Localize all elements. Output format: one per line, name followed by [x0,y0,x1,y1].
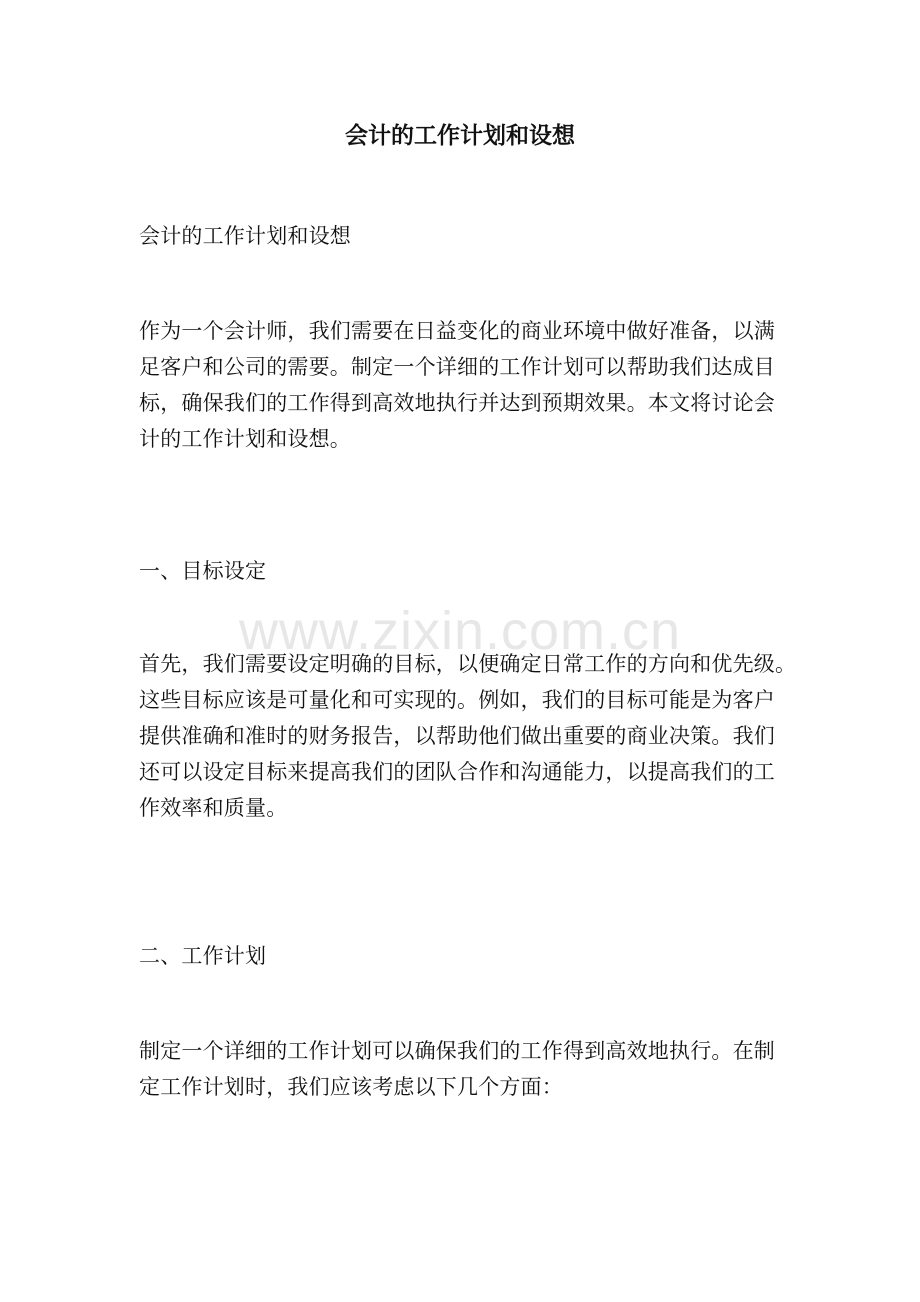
paragraph-line: 还可以设定目标来提高我们的团队合作和沟通能力，以提高我们的工 [139,760,775,784]
paragraph-line: 计的工作计划和设想。 [139,427,351,451]
goals-paragraph [139,646,797,826]
paragraph-line: 作效率和质量。 [139,796,288,820]
paragraph-line: 提供准确和准时的财务报告，以帮助他们做出重要的商业决策。我们 [139,724,775,748]
section-heading-goals: 一、目标设定 [139,559,267,583]
paragraph-line: 足客户和公司的需要。制定一个详细的工作计划可以帮助我们达成目 [139,355,775,379]
intro-paragraph [139,313,787,457]
paragraph-line: 这些目标应该是可量化和可实现的。例如，我们的目标可能是为客户 [139,688,775,712]
paragraph-line: 制定一个详细的工作计划可以确保我们的工作得到高效地执行。在制 [139,1039,775,1063]
paragraph-line: 标，确保我们的工作得到高效地执行并达到预期效果。本文将讨论会 [139,391,775,415]
section-heading-plan: 二、工作计划 [139,944,267,968]
plan-paragraph [139,1033,787,1105]
document-subtitle: 会计的工作计划和设想 [139,224,351,248]
paragraph-line: 定工作计划时，我们应该考虑以下几个方面： [139,1075,563,1099]
watermark: www.zixin.com.cn [238,601,682,661]
paragraph-line: 首先，我们需要设定明确的目标，以便确定日常工作的方向和优先级。 [139,652,797,676]
document-title: 会计的工作计划和设想 [345,122,575,149]
paragraph-line: 作为一个会计师，我们需要在日益变化的商业环境中做好准备，以满 [139,319,775,343]
